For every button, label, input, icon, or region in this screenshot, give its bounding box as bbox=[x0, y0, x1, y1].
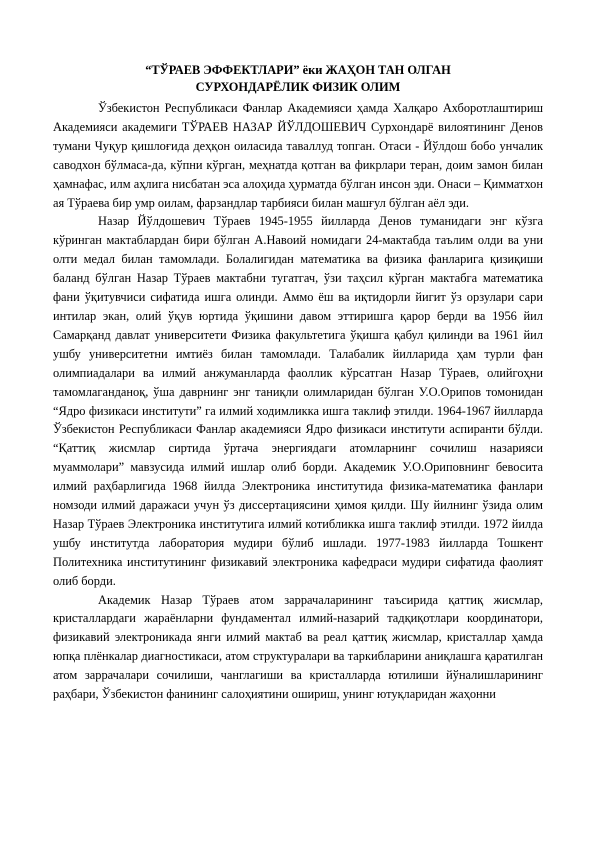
paragraph-3: Академик Назар Тўраев атом заррачаларининг таъсирида қаттиқ жисмлар, кристаллардаги жараёнларни фундаментал илмий-назарий тадқиқотлари координатори, физикавий электроникада янги илмий мактаб ва реал қаттиқ жисмлар, кристаллар ҳамда юпқа плёнкалар диагностикаси, атом структуралари ва таркибларини аниқлашга қаратилган атом заррачалари сочилиши, чанглагиши ва кристалларда ютилиши йўналишларининг раҳбари, Ўзбекистон фанининг салоҳиятини ошириш, унинг ютуқларидан жаҳонни bbox=[53, 592, 543, 702]
document-title bbox=[53, 62, 543, 96]
paragraph-1: Ўзбекистон Республикаси Фанлар Академияси ҳамда Халқаро Ахборотлаштириш Академияси академиги ТЎРАЕВ НАЗАР ЙЎЛДОШЕВИЧ Сурхондарё вилоятининг Денов тумани Чуқур қишлоғида деҳқон оиласида таваллуд топган. Отаси - Йўлдош бобо унчалик саводхон бўлмаса-да, кўпни кўрган, меҳнатда қотган ва фикрлари теран, доим замон билан ҳамнафас, илм аҳлига нисбатан эса алоҳида ҳурматда бўлган инсон эди. Онаси – Қимматхон ая Тўраева бир умр оилам, фарзандлар тарбияси билан машғул бўлган аёл эди. bbox=[53, 101, 543, 210]
title-line-1: “ТЎРАЕВ ЭФФЕКТЛАРИ” ёки ЖАҲОН ТАН ОЛГАН bbox=[145, 63, 451, 77]
title-line-2: СУРХОНДАРЁЛИК ФИЗИК ОЛИМ bbox=[195, 80, 401, 94]
paragraph-2: Назар Йўлдошевич Тўраев 1945-1955 йилларда Денов туманидаги энг кўзга кўринган мактаблардан бири бўлган А.Навоий номидаги 24-мактабда таълим олди ва уни олти медал билан тамомлади. Болалигидан математика ва физика фанларига қизиқиши баланд бўлган Назар Тўраев мактабни тугатгач, ўзи таҳсил кўрган мактабга математика фани ўқитувчиси сифатида ишга олинди. Аммо ёш ва иқтидорли йигит ўз орзулари сари интилар экан, олий ўқув юртида ўқишини давом эттиришга қарор берди ва 1956 йил Самарқанд давлат университети Физика факультетига ўқишга қабул қилинди ва 1961 йил ушбу университетни имтиёз билан тамомлади. Талабалик йилларида ҳам турли фан олимпиадалари ва илмий анжуманларда фаоллик кўрсатган Назар Тўраев, олийгоҳни тамомлаганданоқ, ўша даврнинг энг таниқли олимларидан бўлган У.О.Орипов томонидан “Ядро физикаси институти” га илмий ходимликка ишга таклиф этилди. 1964-1967 йилларда Ўзбекистон Республикаси Фанлар академияси Ядро физикаси институти аспиранти бўлди. “Қаттиқ жисмлар сиртида ўртача энергиядаги атомларнинг сочилиш назарияси муаммолари” мавзусида илмий ишлар олиб борди. Академик У.О.Ориповнинг бевосита илмий раҳбарлигида 1968 йилда Электроника институтида физика-математика фанлари номзоди илмий даражаси учун ўз диссертациясини ҳимоя қилди. Шу йилнинг ўзида олим Назар Тўраев Электроника институтига илмий котибликка ишга таклиф этилди. 1972 йилда ушбу институтда лаборатория мудири бўлиб ишлади. 1977-1983 йилларда Тошкент Политехника институтининг физикавий электроника кафедраси мудири сифатида фаолият олиб борди. bbox=[53, 214, 543, 588]
